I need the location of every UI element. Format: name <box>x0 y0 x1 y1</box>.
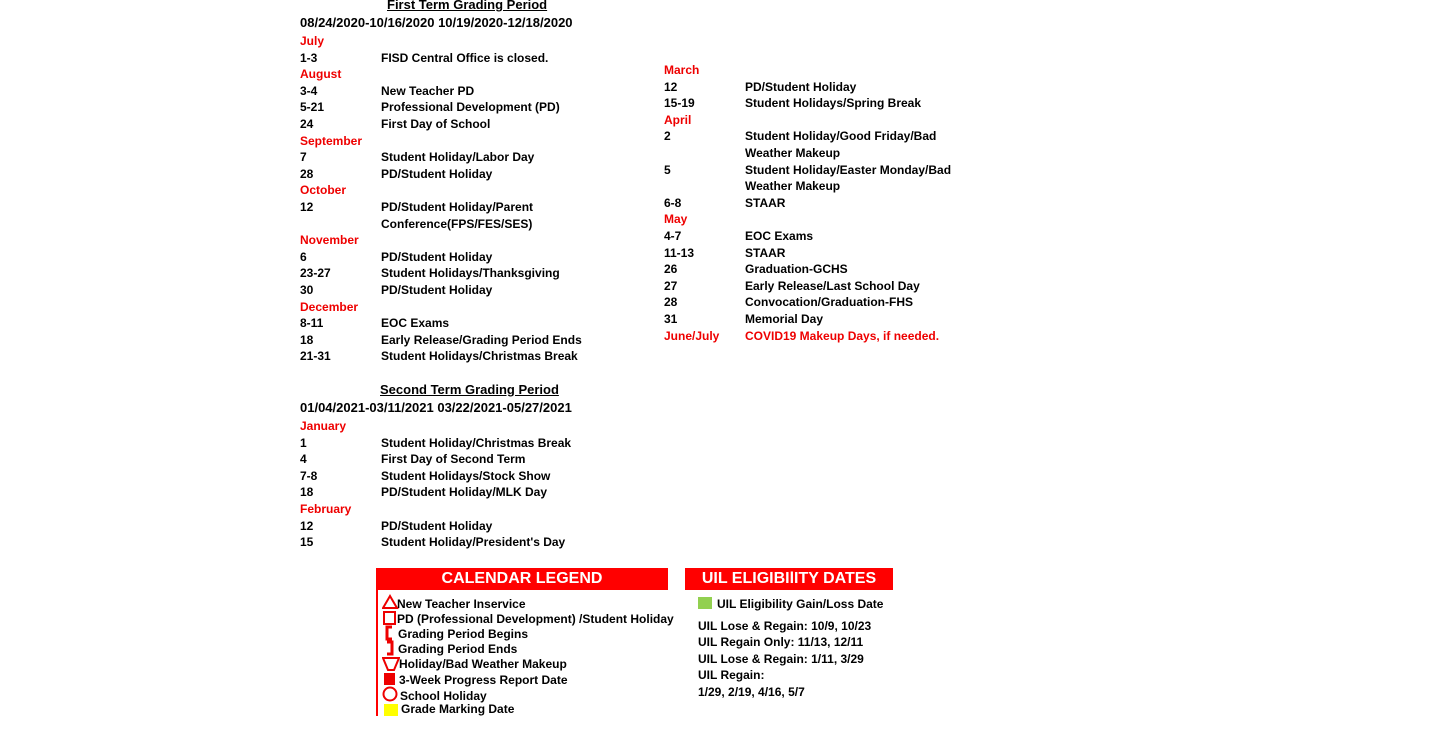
month-label: August <box>300 67 342 82</box>
event-description: Student Holidays/Stock Show <box>381 468 551 483</box>
event-description: STAAR <box>745 195 786 210</box>
event-day: 31 <box>664 312 678 326</box>
event-day: 12 <box>664 79 678 94</box>
event-day: 6-8 <box>664 195 682 210</box>
event-day: 15 <box>300 535 314 550</box>
event-description: New Teacher PD <box>381 83 475 98</box>
event-day: 12 <box>300 518 314 533</box>
second-term-title: Second Term Grading Period <box>380 382 559 397</box>
event-day: 7-8 <box>300 468 318 483</box>
legend-item-label: Grading Period Ends <box>398 642 518 656</box>
month-label: May <box>664 212 688 227</box>
event-description: Student Holidays/Christmas Break <box>381 349 578 364</box>
uil-date-line: UIL Regain Only: 11/13, 12/11 <box>698 635 864 649</box>
month-label: July <box>300 34 325 48</box>
month-label: February <box>300 502 352 516</box>
event-description: First Day of Second Term <box>381 452 526 467</box>
event-description: Student Holiday/Labor Day <box>381 150 535 165</box>
event-day: 1 <box>300 435 307 450</box>
event-description: PD/Student Holiday <box>745 79 857 94</box>
uil-date-line: UIL Lose & Regain: 10/9, 10/23 <box>698 619 872 633</box>
event-description: Student Holidays/Spring Break <box>745 96 922 111</box>
event-day: 28 <box>300 166 314 181</box>
event-day: 26 <box>664 262 678 277</box>
event-day: 15-19 <box>664 96 695 111</box>
left-bracket-icon <box>387 627 392 639</box>
event-day: 12 <box>300 200 314 214</box>
event-day: 4 <box>300 452 307 467</box>
event-description: PD/Student Holiday <box>381 166 493 181</box>
event-day: 6 <box>300 249 307 264</box>
event-description: STAAR <box>745 245 786 260</box>
legend-item-label: Grade Marking Date <box>401 702 515 716</box>
event-description: Student Holiday/Christmas Break <box>381 435 572 450</box>
uil-gain-loss-label: UIL Eligibility Gain/Loss Date <box>717 597 884 611</box>
event-description: Convocation/Graduation-FHS <box>745 295 913 310</box>
event-description: EOC Exams <box>381 316 450 331</box>
uil-gain-loss-swatch <box>698 597 712 609</box>
uil-date-line: UIL Lose & Regain: 1/11, 3/29 <box>698 652 864 666</box>
inverted-trapezoid-icon <box>383 658 399 670</box>
triangle-outline-icon <box>383 596 397 608</box>
event-description: PD/Student Holiday/Parent <box>381 200 534 214</box>
yellow-square-icon <box>384 704 398 716</box>
event-description: Student Holiday/President's Day <box>381 535 566 550</box>
second-term-dates: 01/04/2021-03/11/2021 03/22/2021-05/27/2021 <box>300 400 572 415</box>
legend-item-label: 3-Week Progress Report Date <box>399 673 568 687</box>
right-bracket-icon <box>387 642 392 654</box>
circle-outline-icon <box>384 688 397 701</box>
square-outline-icon <box>384 612 395 624</box>
event-day: 27 <box>664 278 678 293</box>
event-description: PD/Student Holiday/MLK Day <box>381 485 548 500</box>
event-day: 7 <box>300 150 307 165</box>
month-label: November <box>300 233 359 248</box>
event-description: PD/Student Holiday <box>381 283 493 297</box>
month-label: January <box>300 419 347 433</box>
event-day: 23-27 <box>300 266 331 281</box>
event-day: 18 <box>300 485 314 500</box>
legend-item-label: PD (Professional Development) /Student Holiday <box>397 612 674 626</box>
event-description: Early Release/Last School Day <box>745 278 920 293</box>
legend-item-label: Holiday/Bad Weather Makeup <box>399 657 567 671</box>
event-day: 30 <box>300 283 314 297</box>
event-description: FISD Central Office is closed. <box>381 50 549 65</box>
event-day: 4-7 <box>664 229 682 243</box>
first-term-dates: 08/24/2020-10/16/2020 10/19/2020-12/18/2020 <box>300 15 573 30</box>
event-description: Early Release/Grading Period Ends <box>381 332 582 347</box>
event-description: Student Holiday/Easter Monday/Bad <box>745 162 952 177</box>
event-description: Memorial Day <box>745 312 824 326</box>
event-day: 18 <box>300 332 314 347</box>
event-day: 21-31 <box>300 349 331 364</box>
event-description: Weather Makeup <box>745 179 841 194</box>
event-day: 28 <box>664 295 678 310</box>
event-day: 11-13 <box>664 245 695 260</box>
event-description: Conference(FPS/FES/SES) <box>381 216 533 231</box>
event-day: 8-11 <box>300 316 324 331</box>
month-label: October <box>300 183 347 198</box>
event-day: 24 <box>300 117 314 131</box>
event-day: 5-21 <box>300 100 325 115</box>
uil-date-line: UIL Regain: <box>698 668 765 682</box>
event-description: PD/Student Holiday <box>381 249 493 264</box>
month-label: September <box>300 133 363 148</box>
month-label: December <box>300 299 359 314</box>
month-label: April <box>664 112 692 127</box>
event-description: COVID19 Makeup Days, if needed. <box>745 328 940 343</box>
event-description: Professional Development (PD) <box>381 100 560 115</box>
event-description: Student Holidays/Thanksgiving <box>381 266 560 281</box>
event-description: First Day of School <box>381 117 491 131</box>
event-description: Graduation-GCHS <box>745 262 848 277</box>
uil-date-line: 1/29, 2/19, 4/16, 5/7 <box>698 685 805 699</box>
legend-item-label: New Teacher Inservice <box>397 597 526 611</box>
event-day: 5 <box>664 162 671 177</box>
event-day: 3-4 <box>300 83 318 98</box>
month-label: March <box>664 63 700 77</box>
event-day: June/July <box>664 328 720 343</box>
event-day: 1-3 <box>300 50 318 65</box>
legend-item-label: School Holiday <box>400 689 487 703</box>
event-description: EOC Exams <box>745 229 814 243</box>
event-day: 2 <box>664 129 671 144</box>
calendar-legend-header: CALENDAR LEGEND <box>376 568 668 590</box>
legend-item-label: Grading Period Begins <box>398 627 529 641</box>
event-description: Student Holiday/Good Friday/Bad <box>745 129 937 144</box>
legend-left-border <box>376 568 378 716</box>
first-term-title: First Term Grading Period <box>387 0 548 12</box>
filled-square-icon <box>384 673 395 685</box>
event-description: PD/Student Holiday <box>381 518 493 533</box>
event-description: Weather Makeup <box>745 146 841 160</box>
uil-eligibility-header: UIL ELIGIBIlITY DATES <box>685 568 893 590</box>
